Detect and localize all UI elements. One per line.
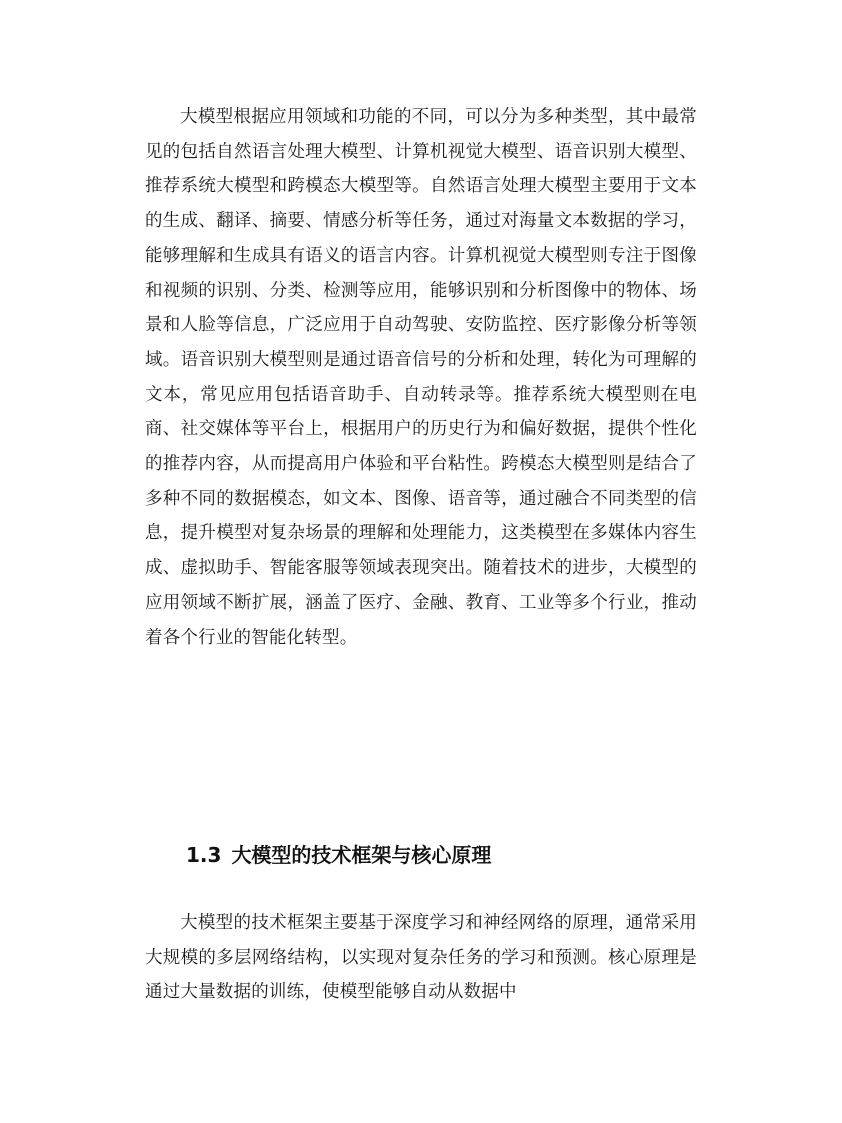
body-paragraph-technical-framework: 大模型的技术框架主要基于深度学习和神经网络的原理，通常采用大规模的多层网络结构，以实现对复杂任务的学习和预测。核心原理是通过大量数据的训练，使模型能够自动从数据中: [145, 913, 697, 1003]
body-paragraph-model-types: 大模型根据应用领域和功能的不同，可以分为多种类型，其中最常见的包括自然语言处理大模型、计算机视觉大模型、语音识别大模型、推荐系统大模型和跨模态大模型等。自然语言处理大模型主要用于文本的生成、翻译、摘要、情感分析等任务，通过对海量文本数据的学习，能够理解和生成具有语义的语言内容。计算机视觉大模型则专注于图像和视频的识别、分类、检测等应用，能够识别和分析图像中的物体、场景和人脸等信息，广泛应用于自动驾驶、安防监控、医疗影像分析等领域。语音识别大模型则是通过语音信号的分析和处理，转化为可理解的文本，常见应用包括语音助手、自动转录等。推荐系统大模型则在电商、社交媒体等平台上，根据用户的历史行为和偏好数据，提供个性化的推荐内容，从而提高用户体验和平台粘性。跨模态大模型则是结合了多种不同的数据模态，如文本、图像、语音等，通过融合不同类型的信息，提升模型对复杂场景的理解和处理能力，这类模型在多媒体内容生成、虚拟助手、智能客服等领域表现突出。随着技术的进步，大模型的应用领域不断扩展，涵盖了医疗、金融、教育、工业等多个行业，推动着各个行业的智能化转型。: [145, 107, 697, 648]
section-title: 大模型的技术框架与核心原理: [231, 843, 492, 867]
section-number: 1.3: [186, 843, 222, 867]
section-heading: [186, 838, 491, 872]
